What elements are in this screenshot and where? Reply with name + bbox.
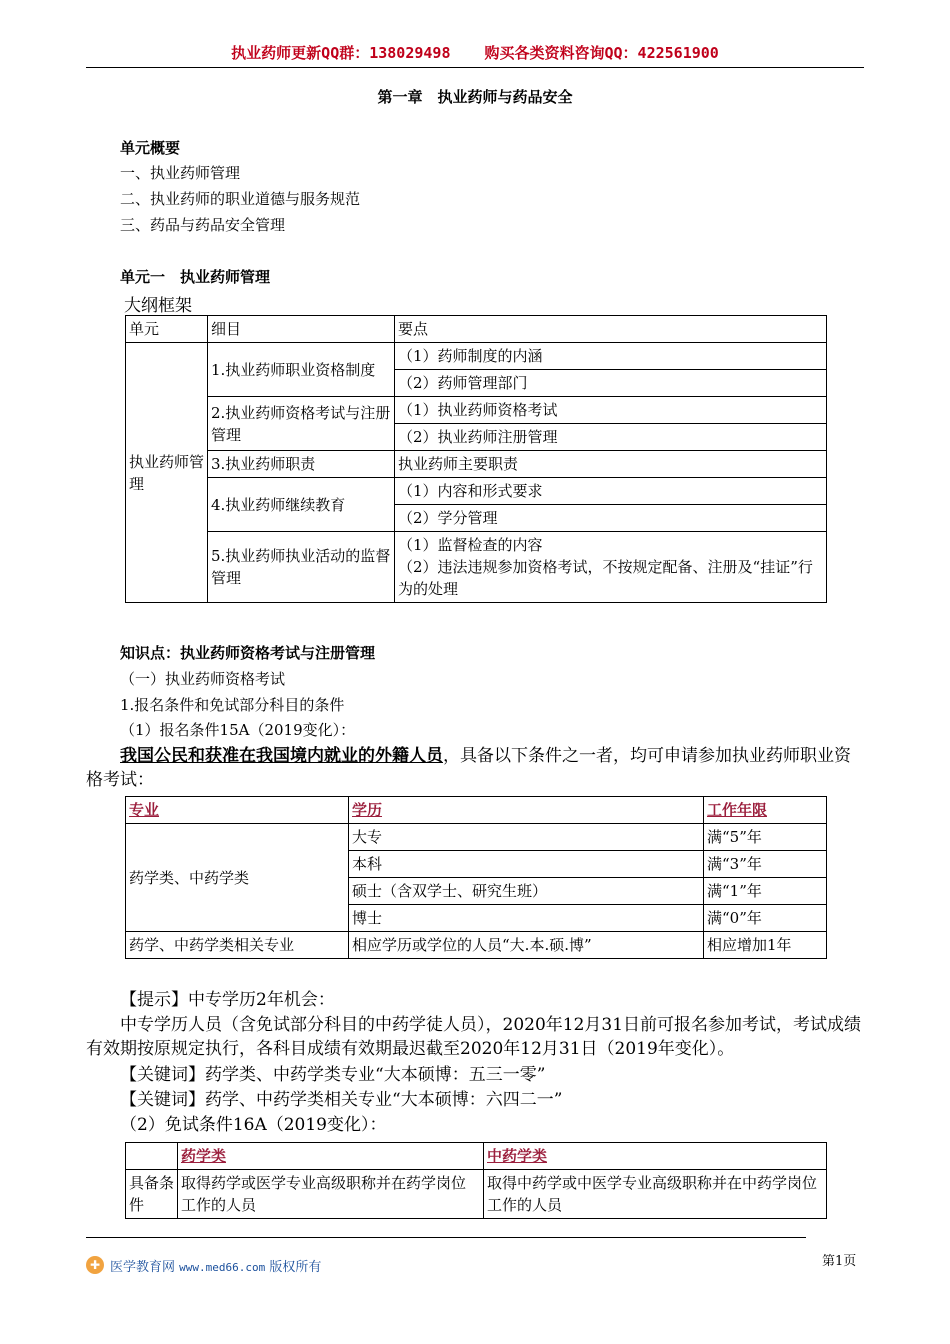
page-number: 第1页 [822,1254,857,1269]
item-cell: 3.执业药师职责 [208,451,395,478]
exempt-title: （2）免试条件16A（2019变化）： [120,1115,387,1135]
edu-cell: 大专 [349,824,704,851]
table-row [126,1170,827,1219]
overview-item: 二、执业药师的职业道德与服务规范 [120,190,361,208]
keyword-line: 【关键词】药学类、中药学类专业“大本硕博：五三一零” [120,1065,546,1085]
table-row [126,824,827,851]
item-cell: 2.执业药师资格考试与注册管理 [208,397,395,451]
point-cell: （1）执业药师资格考试 [395,397,827,424]
years-cell: 满“0”年 [704,905,827,932]
major-cell: 药学、中药学类相关专业 [126,932,349,959]
header-cell: 药学类 [178,1143,484,1170]
header-cell: 学历 [349,797,704,824]
exemption-table [125,1142,827,1219]
point-cell [395,532,827,603]
footer-copyright: 版权所有 [269,1260,322,1275]
table-row [126,397,827,424]
unit-name-cell: 执业药师管理 [126,343,208,603]
header-cell: 专业 [126,797,349,824]
edu-cell: 相应学历或学位的人员“大.本.硕.博” [349,932,704,959]
footer-url[interactable]: www.med66.com [179,1261,266,1274]
header-cell: 要点 [395,316,827,343]
table-header-row [126,316,827,343]
edu-cell: 本科 [349,851,704,878]
header-cell: 单元 [126,316,208,343]
table-header-row [126,797,827,824]
item-cell: 4.执业药师继续教育 [208,478,395,532]
knowledge-sub1: （一）执业药师资格考试 [120,670,286,688]
knowledge-sub3: （1）报名条件15A（2019变化）： [120,721,356,739]
table-row [126,932,827,959]
edu-cell: 硕士（含双学士、研究生班） [349,878,704,905]
condition-cell: 取得中药学或中医学专业高级职称并在中药学岗位工作的人员 [484,1170,827,1219]
point-cell: 执业药师主要职责 [395,451,827,478]
header-cell: 工作年限 [704,797,827,824]
table-header-row [126,1143,827,1170]
footer-text [110,1256,321,1275]
framework-table [125,315,827,603]
footer-divider [86,1237,806,1238]
header-cell: 细目 [208,316,395,343]
unit1-title: 单元一 执业药师管理 [120,268,271,286]
point-cell: （1）内容和形式要求 [395,478,827,505]
table-row [126,478,827,505]
point-cell: （1）药师制度的内涵 [395,343,827,370]
chapter-title: 第一章 执业药师与药品安全 [377,88,573,106]
header-divider [86,67,864,68]
keyword-line: 【关键词】药学、中药学类相关专业“大本硕博：六四二一” [120,1090,563,1110]
point-cell: （2）药师管理部门 [395,370,827,397]
condition-cell: 取得药学或医学专业高级职称并在药学岗位工作的人员 [178,1170,484,1219]
major-cell: 药学类、中药学类 [126,824,349,932]
years-cell: 满“5”年 [704,824,827,851]
table-row [126,451,827,478]
years-cell: 相应增加1年 [704,932,827,959]
item-cell: 5.执业药师执业活动的监督管理 [208,532,395,603]
knowledge-title: 知识点：执业药师资格考试与注册管理 [120,644,376,662]
knowledge-sub2: 1.报名条件和免试部分科目的条件 [120,696,345,714]
header-contact-qq: 购买各类资料咨询QQ：422561900 [484,44,719,62]
point-line: （1）监督检查的内容 [398,536,543,554]
point-line: （2）违法违规参加资格考试，不按规定配备、注册及“挂证”行为的处理 [398,558,813,598]
intro-paragraph [86,744,866,792]
point-cell: （2）学分管理 [395,505,827,532]
header-cell [126,1143,178,1170]
overview-item: 三、药品与药品安全管理 [120,216,286,234]
table-row [126,343,827,370]
footer-site: 医学教育网 [110,1260,176,1275]
overview-item: 一、执业药师管理 [120,164,241,182]
item-cell: 1.执业药师职业资格制度 [208,343,395,397]
header-qq-group: 执业药师更新QQ群：138029498 [231,44,451,62]
requirements-table [125,796,827,959]
med66-logo-icon: ✚ [86,1256,104,1274]
header-banner [0,42,950,63]
point-cell: （2）执业药师注册管理 [395,424,827,451]
overview-title: 单元概要 [120,139,181,157]
years-cell: 满“3”年 [704,851,827,878]
framework-label: 大纲框架 [124,296,192,316]
tip-body: 中专学历人员（含免试部分科目的中药学徒人员），2020年12月31日前可报名参加考试，考试成绩有效期按原规定执行，各科目成绩有效期最迟截至2020年12月31日（2019年变化）。 [86,1015,862,1059]
tip-title: 【提示】中专学历2年机会： [120,990,335,1010]
intro-rest: ，具备以下条件之一者，均可申请参加执业药师职业资格考试： [86,746,851,790]
row-label-cell: 具备条件 [126,1170,178,1219]
edu-cell: 博士 [349,905,704,932]
intro-bold: 我国公民和获准在我国境内就业的外籍人员 [120,746,443,766]
header-cell: 中药学类 [484,1143,827,1170]
years-cell: 满“1”年 [704,878,827,905]
